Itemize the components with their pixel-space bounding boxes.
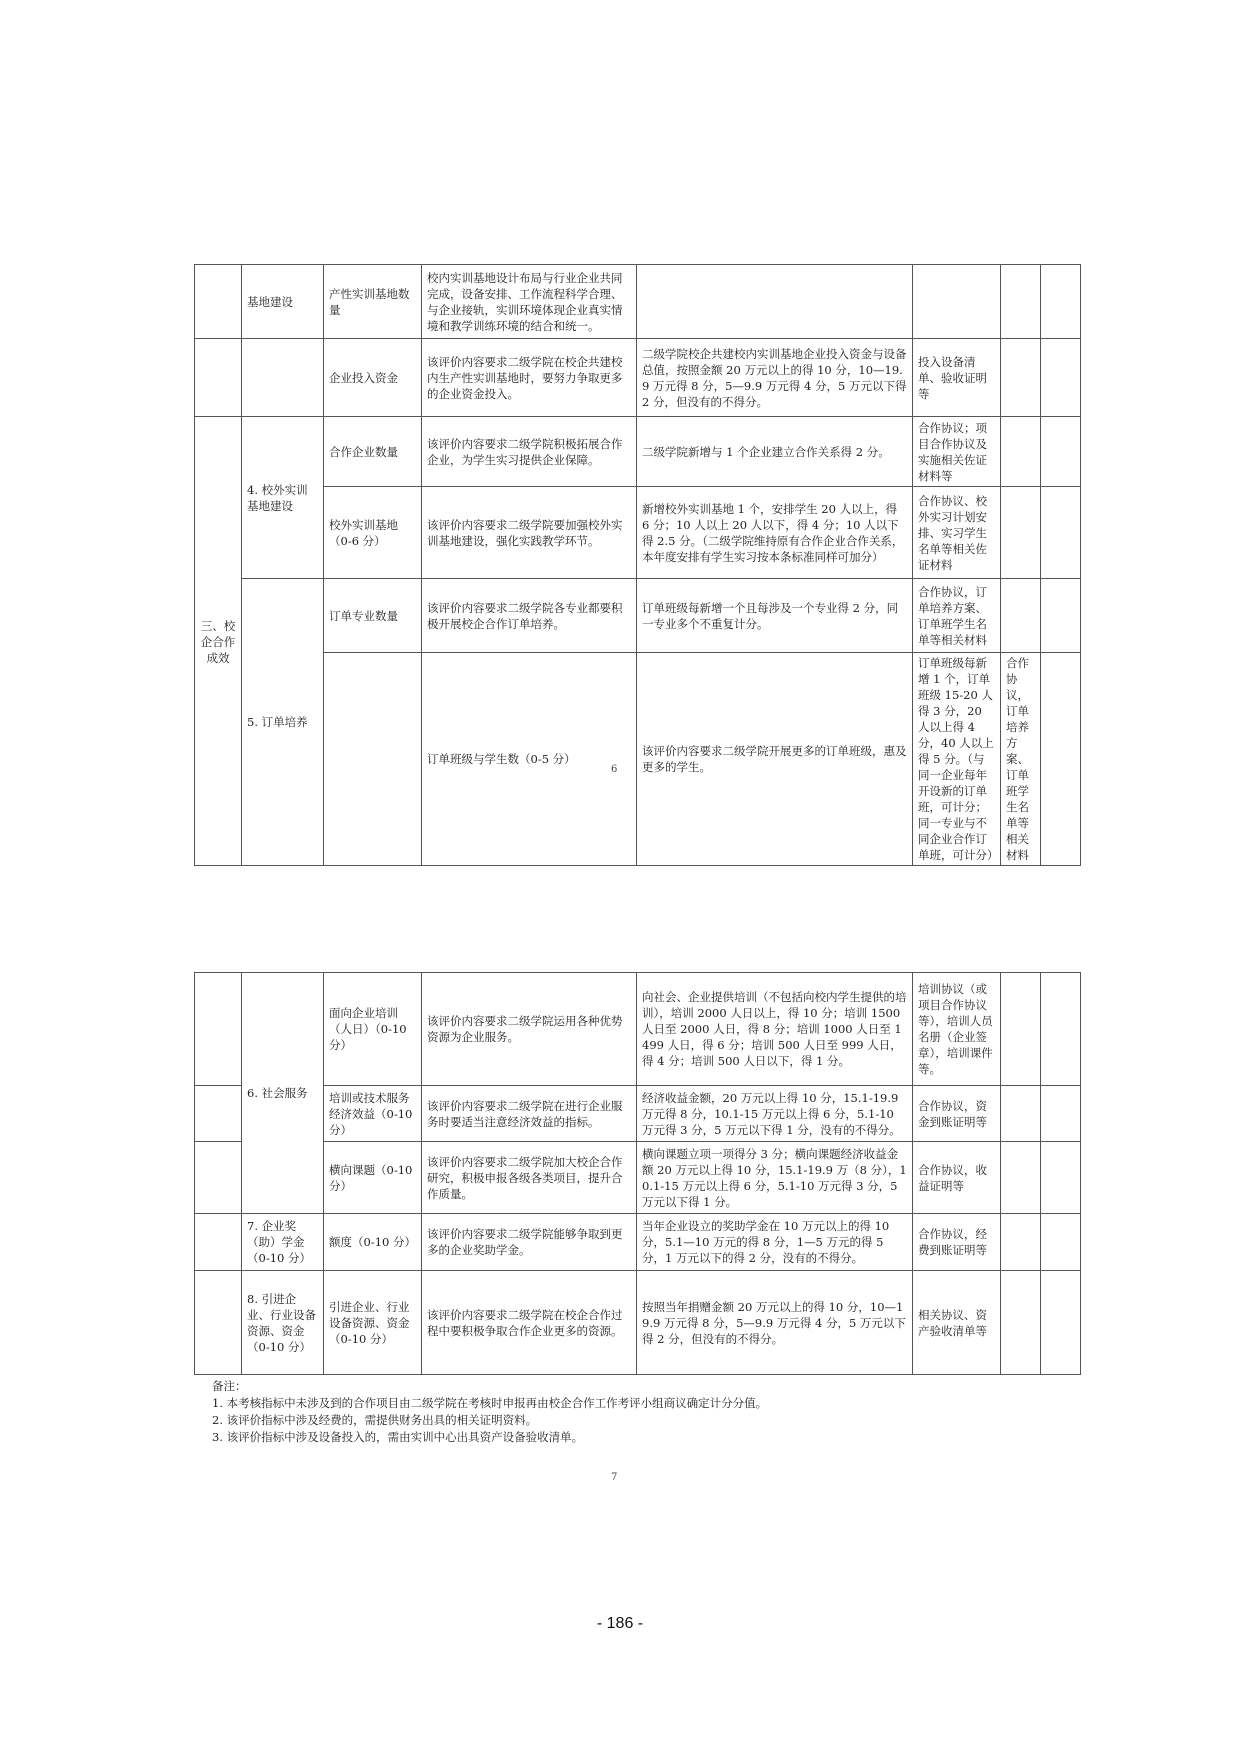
secondary-indicator-cell: 4. 校外实训基地建设: [242, 417, 324, 579]
evaluation-content-cell: 该评价内容要求二级学院在校企共建校内生产性实训基地时，要努力争取更多的企业资金投入。: [422, 339, 637, 417]
score-cell: [1001, 417, 1041, 487]
evaluation-content-cell: 该评价内容要求二级学院能够争取到更多的企业奖助学金。: [422, 1214, 637, 1271]
secondary-indicator-cell: 5. 订单培养: [242, 579, 324, 866]
table-cell: [195, 339, 242, 417]
scoring-standard-cell: 当年企业设立的奖助学金在 10 万元以上的得 10 分，5.1—10 万元的得 8 分，1—5 万元的得 5 分，1 万元以下的得 2 分，没有的不得分。: [637, 1214, 913, 1271]
evaluation-content-cell: 该评价内容要求二级学院在校企合作过程中要积极争取合作企业更多的资源。: [422, 1271, 637, 1375]
page-number: 6: [611, 764, 618, 775]
secondary-indicator-cell: 6. 社会服务: [242, 973, 324, 1214]
table-cell: [242, 339, 324, 417]
score-cell: [1001, 339, 1041, 417]
evidence-material-cell: 合作协议，经费到账证明等: [913, 1214, 1001, 1271]
score-cell: [1041, 1214, 1081, 1271]
evaluation-content-cell: 该评价内容要求二级学院运用各种优势资源为企业服务。: [422, 973, 637, 1086]
tertiary-indicator-cell: 引进企业、行业设备资源、资金（0-10 分）: [324, 1271, 422, 1375]
scoring-standard-cell: 订单班级每新增一个且每涉及一个专业得 2 分，同一专业多个不重复计分。: [637, 579, 913, 653]
scoring-standard-cell: 横向课题立项一项得分 3 分；横向课题经济收益金额 20 万元以上得 10 分，15.1-19.9 万（8 分），10.1-15 万元以上得 6 分，5.1-10 万元得 3 分，5 万元以下得 1 分。: [637, 1142, 913, 1214]
evidence-material-cell: 合作协议，收益证明等: [913, 1142, 1001, 1214]
score-cell: [1041, 579, 1081, 653]
score-cell: [1041, 265, 1081, 339]
tertiary-indicator-cell: 培训或技术服务经济效益（0-10 分）: [324, 1086, 422, 1142]
table-cell: [195, 973, 242, 1086]
secondary-indicator-cell: 8. 引进企业、行业设备资源、资金（0-10 分）: [242, 1271, 324, 1375]
score-cell: [1041, 653, 1081, 866]
tertiary-indicator-cell: 横向课题（0-10 分）: [324, 1142, 422, 1214]
footer-page-number: - 186 -: [596, 1615, 644, 1632]
note-item: 3. 该评价指标中涉及设备投入的，需由实训中心出具资产设备验收清单。: [212, 1430, 584, 1444]
tertiary-indicator-cell: 合作企业数量: [324, 417, 422, 487]
evaluation-content-cell: 该评价内容要求二级学院在进行企业服务时要适当注意经济效益的指标。: [422, 1086, 637, 1142]
scoring-standard-cell: 经济收益金额，20 万元以上得 10 分，15.1-19.9 万元得 8 分，10.1-15 万元以上得 6 分，5.1-10 万元得 3 分，5 万元以下得 1 分，没有的不得分。: [637, 1086, 913, 1142]
score-cell: [1041, 1086, 1081, 1142]
tertiary-indicator-cell: 面向企业培训（人日）（0-10 分）: [324, 973, 422, 1086]
tertiary-indicator-cell: 企业投入资金: [324, 339, 422, 417]
evaluation-content-cell: 该评价内容要求二级学院加大校企合作研究，积极申报各级各类项目，提升合作质量。: [422, 1142, 637, 1214]
evidence-material-cell: 相关协议、资产验收清单等: [913, 1271, 1001, 1375]
evidence-material-cell: 培训协议（或项目合作协议等），培训人员名册（企业签章），培训课件等。: [913, 973, 1001, 1086]
scoring-standard-cell: 新增校外实训基地 1 个，安排学生 20 人以上，得 6 分；10 人以上 20 人以下，得 4 分；10 人以下得 2.5 分。（二级学院维持原有合作企业合作关系，本年度安排有学生实习按本条标准同样可加分）: [637, 487, 913, 579]
evidence-material-cell: 合作协议；项目合作协议及实施相关佐证材料等: [913, 417, 1001, 487]
evidence-material-cell: 合作协议，资金到账证明等: [913, 1086, 1001, 1142]
score-cell: [1041, 487, 1081, 579]
notes-section: [212, 1378, 767, 1446]
score-cell: [1041, 973, 1081, 1086]
table-cell: [195, 265, 242, 339]
evaluation-content-cell: 校内实训基地设计布局与行业企业共同完成，设备安排、工作流程科学合理、与企业接轨，实训环境体现企业真实情境和教学训练环境的结合和统一。: [422, 265, 637, 339]
score-cell: [1001, 579, 1041, 653]
tertiary-indicator-cell: 校外实训基地（0-6 分）: [324, 487, 422, 579]
evaluation-content-cell: 该评价内容要求二级学院要加强校外实训基地建设，强化实践教学环节。: [422, 487, 637, 579]
evidence-material-cell: 合作协议，订单培养方案、订单班学生名单等相关材料: [1001, 653, 1041, 866]
scoring-standard-cell: 向社会、企业提供培训（不包括向校内学生提供的培训），培训 2000 人日以上，得 10 分；培训 1500 人日至 2000 人日，得 8 分；培训 1000 人日至 1499 人日，得 6 分；培训 500 人日至 999 人日，得 4 分；培训 500 人日以下，得 1 分。: [637, 973, 913, 1086]
tertiary-indicator-cell: 订单班级与学生数（0-5 分）: [422, 653, 637, 866]
secondary-indicator-cell: 7. 企业奖（助）学金（0-10 分）: [242, 1214, 324, 1271]
table-cell: [195, 1142, 242, 1214]
score-cell: [1001, 1142, 1041, 1214]
notes-heading: 备注：: [212, 1379, 247, 1393]
scoring-standard-cell: 二级学院新增与 1 个企业建立合作关系得 2 分。: [637, 417, 913, 487]
tertiary-indicator-cell: 额度（0-10 分）: [324, 1214, 422, 1271]
score-cell: [1001, 1086, 1041, 1142]
evaluation-table-page-7: [194, 972, 1081, 1375]
score-cell: [1041, 417, 1081, 487]
primary-indicator-cell: 三、校企合作成效: [195, 417, 242, 866]
score-cell: [1001, 1271, 1041, 1375]
scoring-standard-cell: 二级学院校企共建校内实训基地企业投入资金与设备总值，按照金额 20 万元以上的得 10 分，10—19.9 万元得 8 分，5—9.9 万元得 4 分，5 万元以下得 2 分，但没有的不得分。: [637, 339, 913, 417]
tertiary-indicator-cell: 订单专业数量: [324, 579, 422, 653]
table-cell: [195, 1086, 242, 1142]
note-item: 1. 本考核指标中未涉及到的合作项目由二级学院在考核时申报再由校企合作工作考评小组商议确定计分分值。: [212, 1396, 768, 1410]
tertiary-indicator-cell: 产性实训基地数量: [324, 265, 422, 339]
evidence-material-cell: 合作协议、校外实习计划安排、实习学生名单等相关佐证材料: [913, 487, 1001, 579]
page-number: 7: [611, 1472, 618, 1483]
table-cell: [195, 1214, 242, 1271]
table-cell: [324, 653, 422, 866]
score-cell: [1041, 1142, 1081, 1214]
score-cell: [1041, 339, 1081, 417]
scoring-standard-cell: 按照当年捐赠金额 20 万元以上的得 10 分，10—19.9 万元得 8 分，5—9.9 万元得 4 分，5 万元以下得 2 分，但没有的不得分。: [637, 1271, 913, 1375]
evaluation-content-cell: 该评价内容要求二级学院积极拓展合作企业，为学生实习提供企业保障。: [422, 417, 637, 487]
scoring-standard-cell: [637, 265, 913, 339]
score-cell: [1001, 265, 1041, 339]
scoring-standard-cell: 订单班级每新增 1 个，订单班级 15-20 人得 3 分，20 人以上得 4 分，40 人以上得 5 分。（与同一企业每年开设新的订单班，可计分；同一专业与不同企业合作订单班，可计分）: [913, 653, 1001, 866]
score-cell: [1001, 973, 1041, 1086]
evidence-material-cell: [913, 265, 1001, 339]
secondary-indicator-cell: 基地建设: [242, 265, 324, 339]
evidence-material-cell: 投入设备清单、验收证明等: [913, 339, 1001, 417]
evaluation-content-cell: 该评价内容要求二级学院开展更多的订单班级，惠及更多的学生。: [637, 653, 913, 866]
table-cell: [195, 1271, 242, 1375]
score-cell: [1001, 487, 1041, 579]
note-item: 2. 该评价指标中涉及经费的，需提供财务出具的相关证明资料。: [212, 1413, 538, 1427]
evaluation-table-page-6: [194, 264, 1081, 866]
score-cell: [1001, 1214, 1041, 1271]
score-cell: [1041, 1271, 1081, 1375]
evidence-material-cell: 合作协议，订单培养方案、订单班学生名单等相关材料: [913, 579, 1001, 653]
evaluation-content-cell: 该评价内容要求二级学院各专业都要积极开展校企合作订单培养。: [422, 579, 637, 653]
